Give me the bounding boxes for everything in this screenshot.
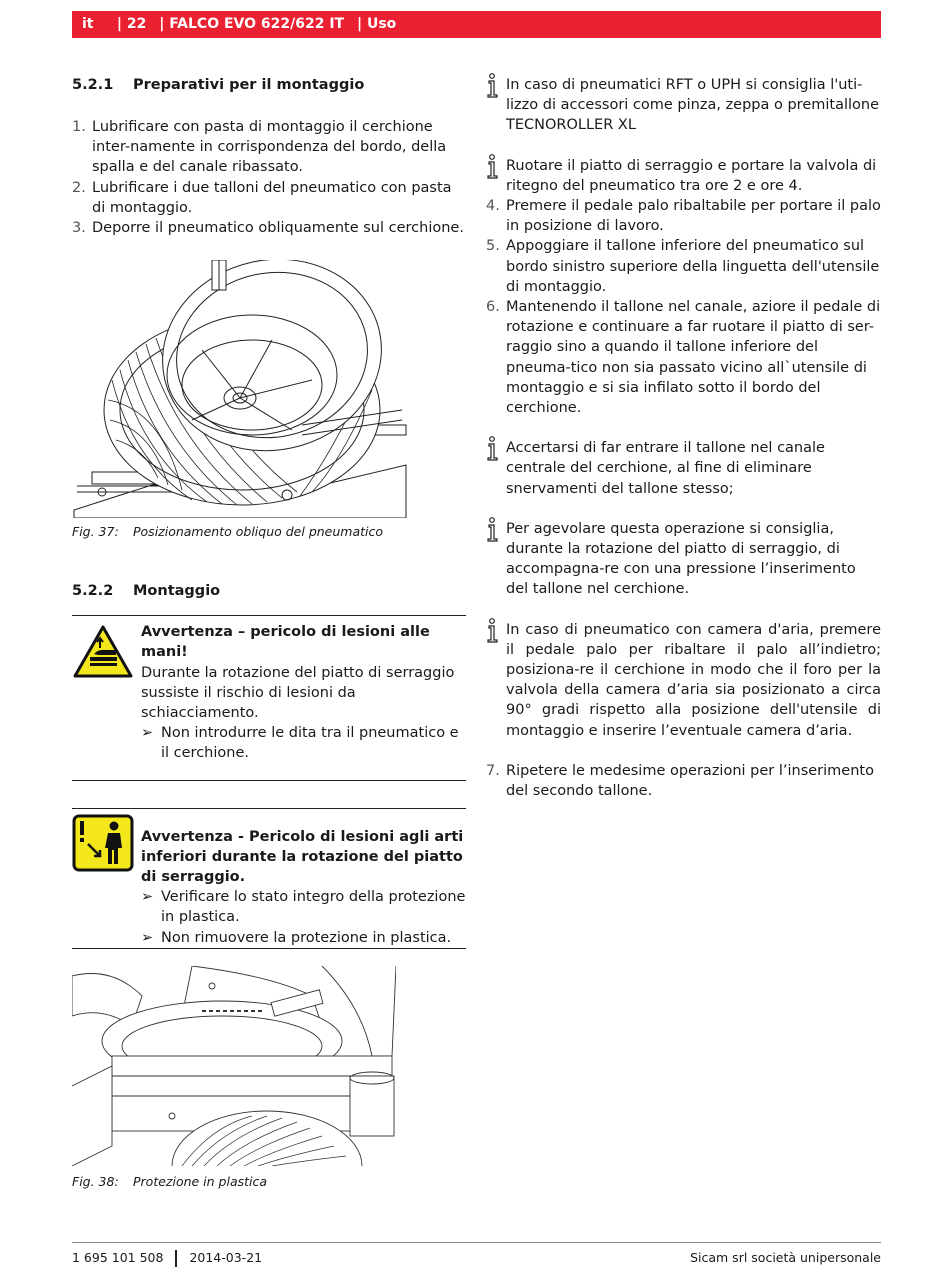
footer-date: 2014-03-21 xyxy=(189,1250,263,1265)
list-item xyxy=(141,723,466,763)
figure-caption-text: Protezione in plastica xyxy=(133,1173,268,1189)
steps-list-a xyxy=(72,117,466,238)
page-footer xyxy=(72,1250,881,1267)
list-item xyxy=(141,928,466,948)
page-header xyxy=(72,11,881,38)
bullet-arrow: ➢ xyxy=(141,889,154,906)
leg-injury-warning-icon xyxy=(72,813,141,948)
warning-box-hands xyxy=(72,615,466,780)
header-lang: it xyxy=(82,16,94,32)
info-i-icon xyxy=(486,620,506,741)
warning-body: Durante la rotazione del piatto di serraggio sussiste il rischio di lesioni da schiacciamento. xyxy=(141,664,455,722)
list-item xyxy=(72,218,466,238)
info-text: In caso di pneumatici RFT o UPH si consiglia l'uti-lizzo di accessori come pinza, zeppa o premitallone TECNOROLLER XL xyxy=(506,77,880,134)
step-text: Premere il pedale palo ribaltabile per portare il palo in posizione di lavoro. xyxy=(506,198,881,235)
step-number: 5. xyxy=(486,238,500,255)
steps-list-c xyxy=(486,761,881,801)
step-number: 6. xyxy=(486,299,500,316)
figure-37-caption xyxy=(72,524,466,540)
hand-crush-warning-icon xyxy=(72,622,141,763)
warning-title: Avvertenza - Pericolo di lesioni agli arti inferiori durante la rotazione del piatto di serraggio. xyxy=(141,828,464,886)
step-number: 7. xyxy=(486,762,500,779)
list-item xyxy=(486,297,881,418)
bullet-arrow: ➢ xyxy=(141,725,154,742)
step-text: Deporre il pneumatico obliquamente sul cerchione. xyxy=(92,220,464,237)
figure-38-caption xyxy=(72,1174,466,1190)
warning-title: Avvertenza – pericolo di lesioni alle mani! xyxy=(141,624,430,661)
info-note xyxy=(486,156,881,196)
header-section: | Uso xyxy=(356,16,397,32)
step-text: Ripetere le medesime operazioni per l’inserimento del secondo tallone. xyxy=(506,762,874,800)
figure-37-tyre-oblique xyxy=(72,260,408,518)
step-number: 1. xyxy=(72,119,86,135)
bullet-text: Non rimuovere la protezione in plastica. xyxy=(161,929,452,946)
info-text: In caso di pneumatico con camera d'aria, premere il pedale palo per ribaltare il palo all’indietro; posiziona-re il cerchione in modo che il foro per la valvola della camera d’aria sia posizionato a circa 90° gradi rispetto alla posizione dell'utensile di montaggio e inserire l’eventuale camera d’aria. xyxy=(506,621,881,739)
warning-box-legs xyxy=(72,808,466,949)
info-i-icon xyxy=(486,75,506,136)
header-page: | 22 xyxy=(116,16,147,32)
footer-separator xyxy=(175,1250,177,1267)
info-text: Accertarsi di far entrare il tallone nel canale centrale del cerchione, al fine di eliminare snervamenti del tallone stesso; xyxy=(506,440,825,497)
section-heading-521 xyxy=(72,74,466,96)
figure-label: Fig. 38: xyxy=(72,1173,119,1189)
bullet-arrow: ➢ xyxy=(141,929,154,946)
step-number: 4. xyxy=(486,198,500,215)
section-title: Montaggio xyxy=(133,583,221,600)
section-heading-522 xyxy=(72,580,466,602)
step-text: Mantenendo il tallone nel canale, aziore il pedale di rotazione e continuare a far ruotare il piatto di ser-raggio sino a quando il tallone inferiore del pneuma-tico non sia passato vicino all`utensile di montaggio e si sia infilato sotto il bordo del cerchione. xyxy=(506,299,881,417)
step-text: Lubrificare con pasta di montaggio il cerchione inter-namente in corrispondenza del bordo, della spalla e del canale ribassato. xyxy=(92,119,447,176)
footer-company: Sicam srl società unipersonale xyxy=(690,1250,881,1265)
figure-38-plastic-protection xyxy=(72,966,396,1166)
list-item xyxy=(486,196,881,236)
list-item xyxy=(141,887,466,927)
warning-text xyxy=(141,813,466,948)
list-item xyxy=(72,178,466,218)
step-number: 2. xyxy=(72,179,86,196)
footer-code: 1 695 101 508 xyxy=(72,1250,164,1265)
right-column xyxy=(486,75,881,801)
list-item xyxy=(486,236,881,297)
info-i-icon xyxy=(486,156,506,196)
section-number: 5.2.2 xyxy=(72,583,114,600)
info-note xyxy=(486,438,881,499)
info-note xyxy=(486,519,881,600)
info-text: Ruotare il piatto di serraggio e portare la valvola di ritegno del pneumatico tra ore 2 e ore 4. xyxy=(506,157,877,194)
info-note xyxy=(486,75,881,136)
steps-list-b xyxy=(486,196,881,418)
bullet-text: Verificare lo stato integro della protezione in plastica. xyxy=(161,889,466,926)
info-text: Per agevolare questa operazione si consiglia, durante la rotazione del piatto di serraggio, di accompagna-re con una pressione l’inserimento del tallone nel cerchione. xyxy=(506,520,856,598)
step-text: Appoggiare il tallone inferiore del pneumatico sul bordo sinistro superiore della linguetta dell'utensile di montaggio. xyxy=(506,238,880,295)
list-item xyxy=(72,117,466,178)
header-title: | FALCO EVO 622/622 IT xyxy=(159,16,345,32)
section-title: Preparativi per il montaggio xyxy=(133,77,365,93)
warning-text xyxy=(141,622,466,763)
left-column xyxy=(72,74,466,1190)
info-i-icon xyxy=(486,519,506,600)
bullet-text: Non introdurre le dita tra il pneumatico e il cerchione. xyxy=(161,725,459,762)
section-number: 5.2.1 xyxy=(72,77,114,93)
step-text: Lubrificare i due talloni del pneumatico con pasta di montaggio. xyxy=(92,179,452,216)
info-note xyxy=(486,620,881,741)
step-number: 3. xyxy=(72,220,86,237)
figure-caption-text: Posizionamento obliquo del pneumatico xyxy=(133,524,384,540)
figure-label: Fig. 37: xyxy=(72,524,119,540)
footer-divider xyxy=(72,1242,881,1243)
list-item xyxy=(486,761,881,801)
info-i-icon xyxy=(486,438,506,499)
